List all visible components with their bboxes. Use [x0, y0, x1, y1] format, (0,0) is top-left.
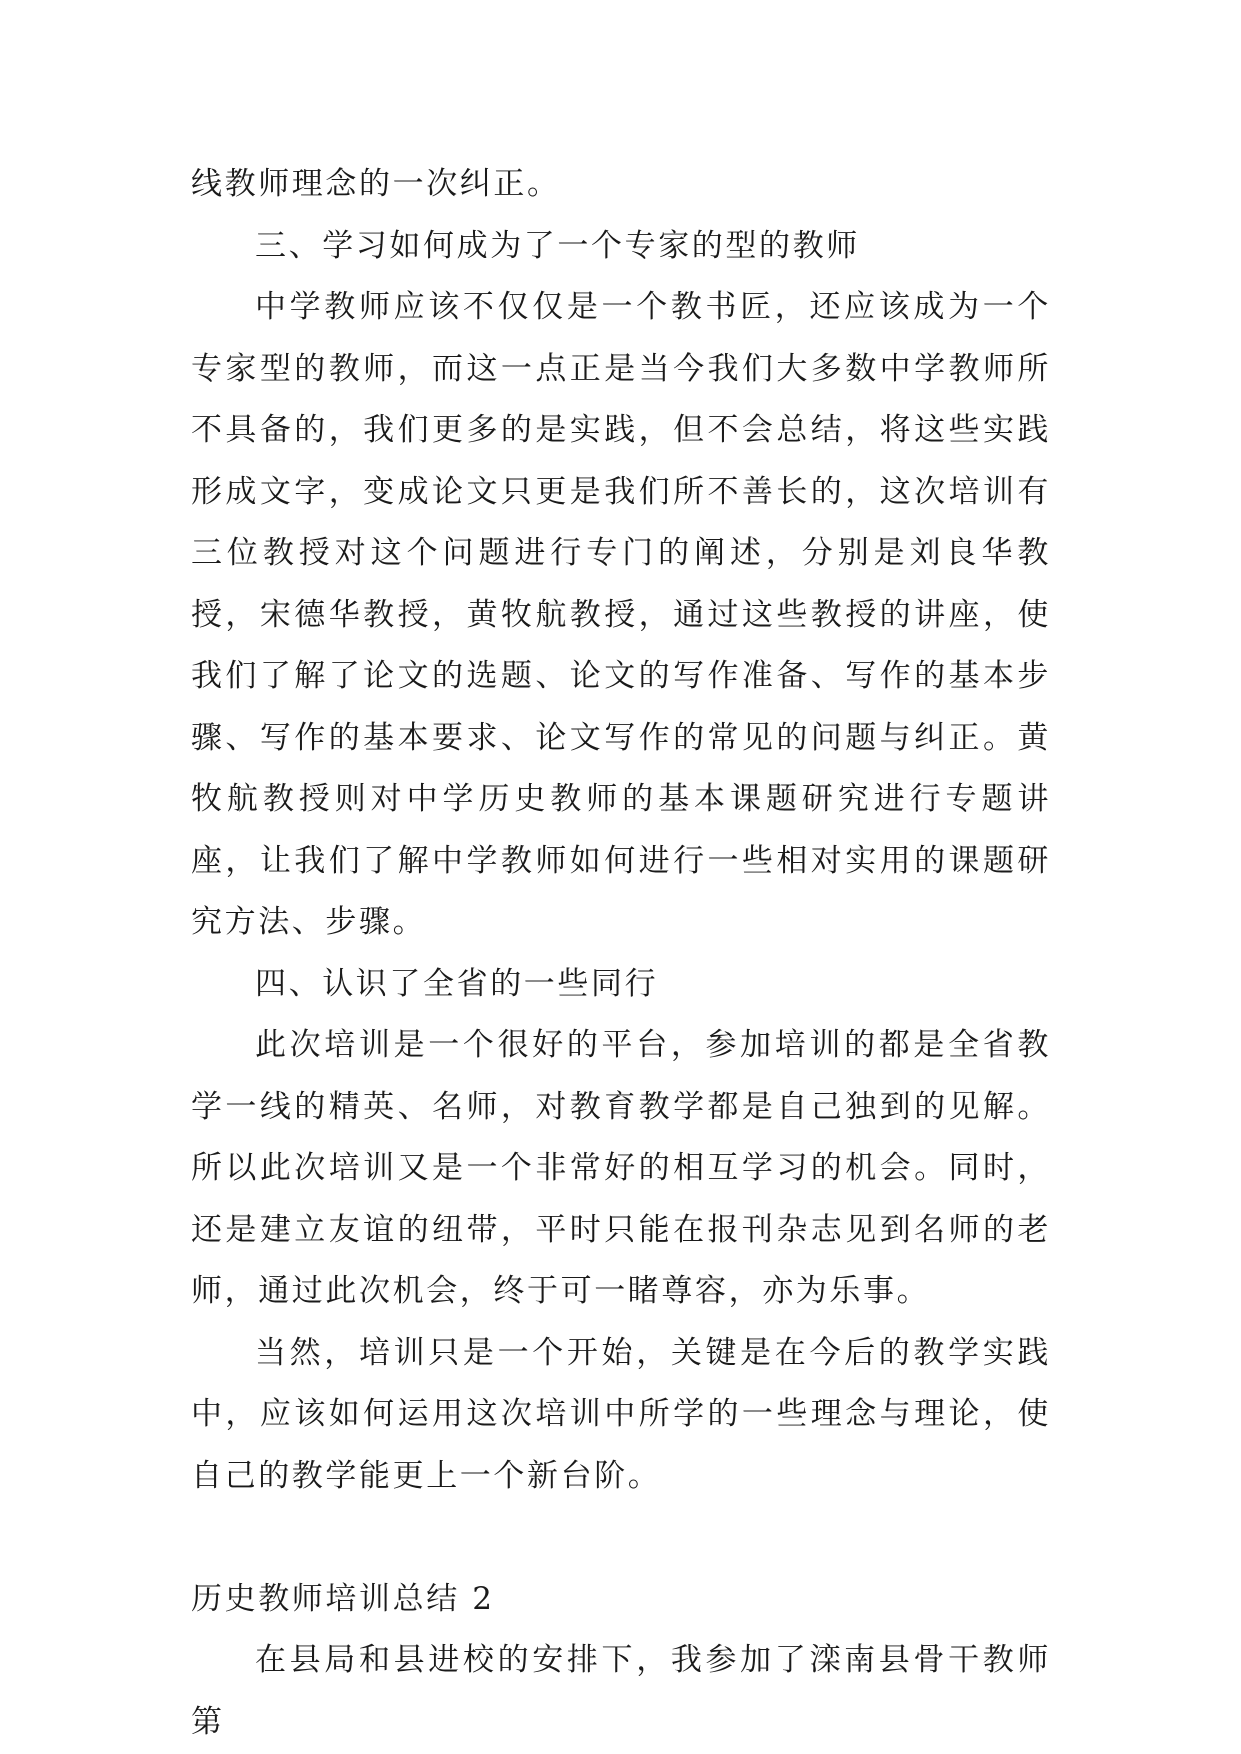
section-heading-3: 三、学习如何成为了一个专家的型的教师 [255, 227, 860, 264]
paragraph-conclusion: 当然，培训只是一个开始，关键是在今后的教学实践中，应该如何运用这次培训中所学的一些理念与理论，使自己的教学能更上一个新台阶。 [191, 1334, 1051, 1494]
paragraph-continuation: 线教师理念的一次纠正。 [191, 166, 561, 202]
document-body [191, 154, 1051, 1753]
document-section-title: 历史教师培训总结 2 [191, 1580, 495, 1617]
paragraph-peers: 此次培训是一个很好的平台，参加培训的都是全省教学一线的精英、名师，对教育教学都是自己独到的见解。所以此次培训又是一个非常好的相互学习的机会。同时，还是建立友谊的纽带，平时只能在报刊杂志见到名师的老师，通过此次机会，终于可一睹尊容，亦为乐事。 [191, 1027, 1051, 1309]
paragraph-opening: 在县局和县进校的安排下，我参加了滦南县骨干教师第 [191, 1642, 1051, 1740]
section-heading-4: 四、认识了全省的一些同行 [255, 965, 659, 1002]
spacer [191, 1507, 1051, 1569]
paragraph-expert-teacher: 中学教师应该不仅仅是一个教书匠，还应该成为一个专家型的教师，而这一点正是当今我们大多数中学教师所不具备的，我们更多的是实践，但不会总结，将这些实践形成文字，变成论文只更是我们所不善长的，这次培训有三位教授对这个问题进行专门的阐述，分别是刘良华教授，宋德华教授，黄牧航教授，通过这些教授的讲座，使我们了解了论文的选题、论文的写作准备、写作的基本步骤、写作的基本要求、论文写作的常见的问题与纠正。黄牧航教授则对中学历史教师的基本课题研究进行专题讲座，让我们了解中学教师如何进行一些相对实用的课题研究方法、步骤。 [191, 289, 1051, 940]
